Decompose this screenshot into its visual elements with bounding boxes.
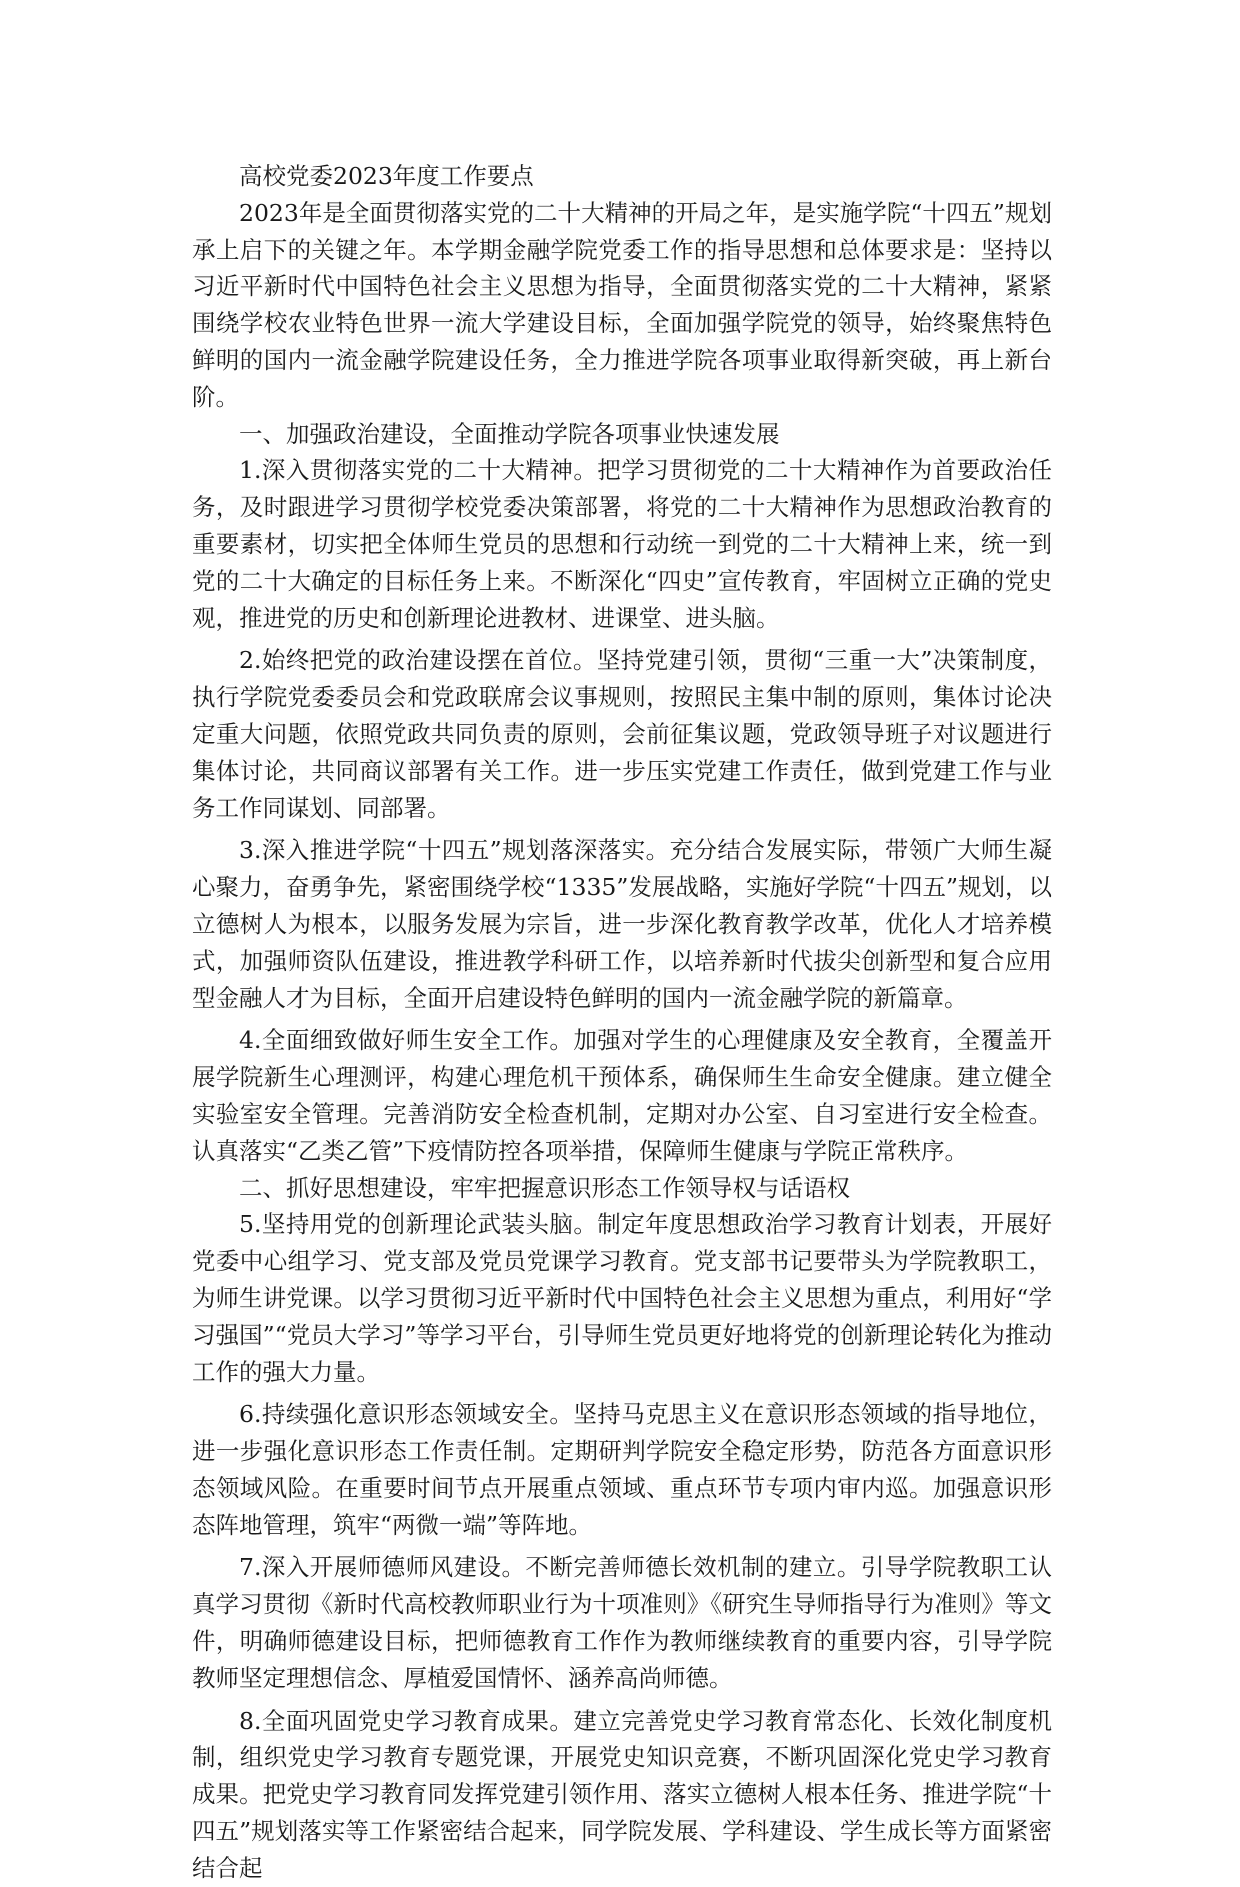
section-heading-2: 二、抓好思想建设，牢牢把握意识形态工作领导权与话语权 [239, 1173, 850, 1202]
item-paragraph-1: 1.深入贯彻落实党的二十大精神。把学习贯彻党的二十大精神作为首要政治任务，及时跟进学习贯彻学校党委决策部署，将党的二十大精神作为思想政治教育的重要素材，切实把全体师生党员的思想和行动统一到党的二十大精神上来，统一到党的二十大确定的目标任务上来。不断深化“四史”宣传教育，牢固树立正确的党史观，推进党的历史和创新理论进教材、进课堂、进头脑。 [192, 456, 1052, 632]
item-paragraph-6: 6.持续强化意识形态领域安全。坚持马克思主义在意识形态领域的指导地位，进一步强化意识形态工作责任制。定期研判学院安全稳定形势，防范各方面意识形态领域风险。在重要时间节点开展重点领域、重点环节专项内审内巡。加强意识形态阵地管理，筑牢“两微一端”等阵地。 [192, 1400, 1052, 1539]
document-title: 高校党委2023年度工作要点 [239, 162, 534, 190]
item-paragraph-5: 5.坚持用党的创新理论武装头脑。制定年度思想政治学习教育计划表，开展好党委中心组学习、党支部及党员党课学习教育。党支部书记要带头为学院教职工，为师生讲党课。以学习贯彻习近平新时代中国特色社会主义思想为重点，利用好“学习强国”“党员大学习”等学习平台，引导师生党员更好地将党的创新理论转化为推动工作的强大力量。 [192, 1210, 1052, 1386]
item-paragraph-8: 8.全面巩固党史学习教育成果。建立完善党史学习教育常态化、长效化制度机制，组织党史学习教育专题党课，开展党史知识竞赛，不断巩固深化党史学习教育成果。把党史学习教育同发挥党建引领作用、落实立德树人根本任务、推进学院“十四五”规划落实等工作紧密结合起来，同学院发展、学科建设、学生成长等方面紧密结合起 [192, 1706, 1052, 1882]
item-paragraph-2: 2.始终把党的政治建设摆在首位。坚持党建引领，贯彻“三重一大”决策制度，执行学院党委委员会和党政联席会议事规则，按照民主集中制的原则，集体讨论决定重大问题，依照党政共同负责的原则，会前征集议题，党政领导班子对议题进行集体讨论，共同商议部署有关工作。进一步压实党建工作责任，做到党建工作与业务工作同谋划、同部署。 [192, 646, 1052, 822]
item-paragraph-4: 4.全面细致做好师生安全工作。加强对学生的心理健康及安全教育，全覆盖开展学院新生心理测评，构建心理危机干预体系，确保师生生命安全健康。建立健全实验室安全管理。完善消防安全检查机制，定期对办公室、自习室进行安全检查。认真落实“乙类乙管”下疫情防控各项举措，保障师生健康与学院正常秩序。 [192, 1026, 1052, 1165]
item-paragraph-7: 7.深入开展师德师风建设。不断完善师德长效机制的建立。引导学院教职工认真学习贯彻《新时代高校教师职业行为十项准则》《研究生导师指导行为准则》等文件，明确师德建设目标，把师德教育工作作为教师继续教育的重要内容，引导学院教师坚定理想信念、厚植爱国情怀、涵养高尚师德。 [192, 1553, 1052, 1692]
section-heading-1: 一、加强政治建设，全面推动学院各项事业快速发展 [239, 419, 780, 448]
intro-paragraph: 2023年是全面贯彻落实党的二十大精神的开局之年，是实施学院“十四五”规划承上启下的关键之年。本学期金融学院党委工作的指导思想和总体要求是：坚持以习近平新时代中国特色社会主义思想为指导，全面贯彻落实党的二十大精神，紧紧围绕学校农业特色世界一流大学建设目标，全面加强学院党的领导，始终聚焦特色鲜明的国内一流金融学院建设任务，全力推进学院各项事业取得新突破，再上新台阶。 [192, 198, 1052, 411]
document-body [192, 158, 1052, 1887]
item-paragraph-3: 3.深入推进学院“十四五”规划落深落实。充分结合发展实际，带领广大师生凝心聚力，奋勇争先，紧密围绕学校“1335”发展战略，实施好学院“十四五”规划，以立德树人为根本，以服务发展为宗旨，进一步深化教育教学改革，优化人才培养模式，加强师资队伍建设，推进教学科研工作，以培养新时代拔尖创新型和复合应用型金融人才为目标，全面开启建设特色鲜明的国内一流金融学院的新篇章。 [192, 836, 1052, 1012]
